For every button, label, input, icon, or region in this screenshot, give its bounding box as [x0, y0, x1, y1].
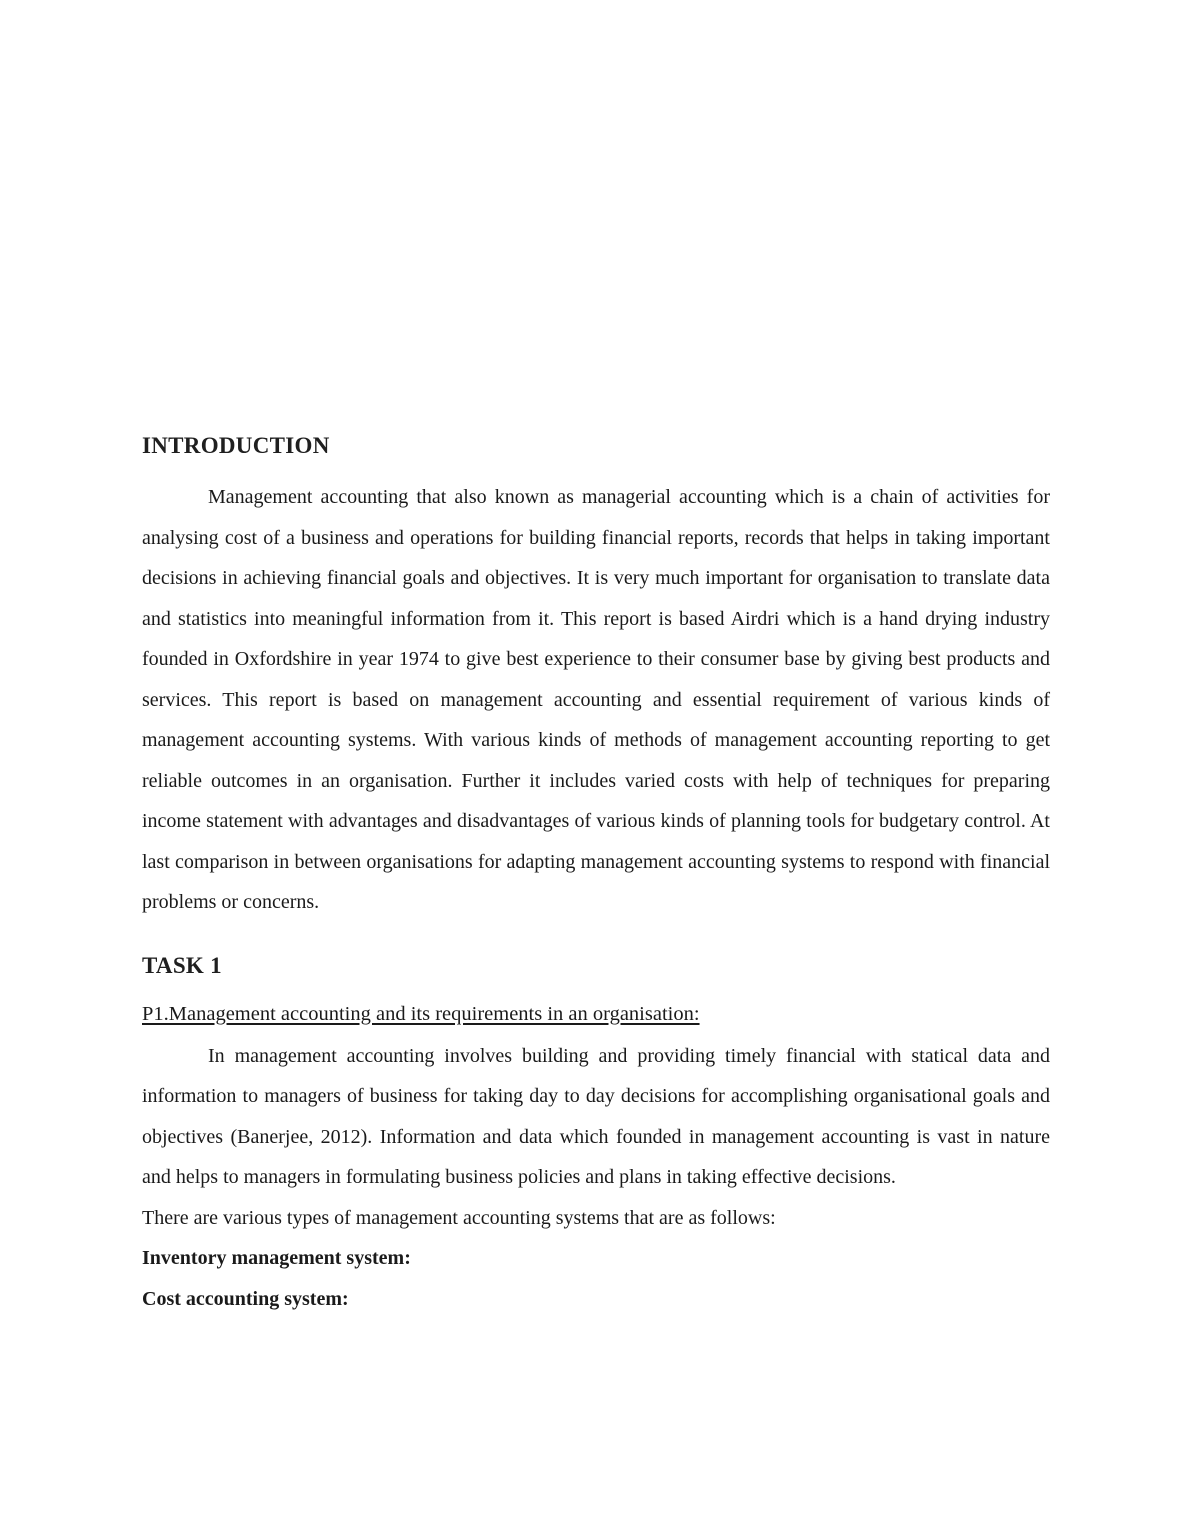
inventory-management-system-label: Inventory management system: [142, 1247, 411, 1269]
introduction-heading: INTRODUCTION [142, 433, 330, 458]
task1-heading: TASK 1 [142, 952, 222, 978]
introduction-paragraph: Management accounting that also known as managerial accounting which is a chain of activities for analysing cost of a business and operations for building financial reports, records that helps in taking important decisions in achieving financial goals and objectives. It is very much important for organisation to translate data and statistics into meaningful information from it. This report is based Airdri which is a hand drying industry founded in Oxfordshire in year 1974 to give best experience to their consumer base by giving best products and services. This report is based on management accounting and essential requirement of various kinds of management accounting systems. With various kinds of methods of management accounting reporting to get reliable outcomes in an organisation. Further it includes varied costs with help of techniques for preparing income statement with advantages and disadvantages of various kinds of planning tools for budgetary control. At last comparison in between organisations for adapting management accounting systems to respond with financial problems or concerns. [142, 486, 1050, 913]
systems-intro-line: There are various types of management accounting systems that are as follows: [142, 1206, 776, 1229]
cost-accounting-system-label: Cost accounting system: [142, 1287, 349, 1310]
p1-subheading: P1.Management accounting and its requirements in an organisation: [142, 1002, 700, 1025]
p1-paragraph: In management accounting involves building and providing timely financial with statical data and information to managers of business for taking day to day decisions for accomplishing organisational goals and objectives (Banerjee, 2012). Information and data which founded in management accounting is vast in nature and helps to managers in formulating business policies and plans in taking effective decisions. [142, 1044, 1050, 1188]
